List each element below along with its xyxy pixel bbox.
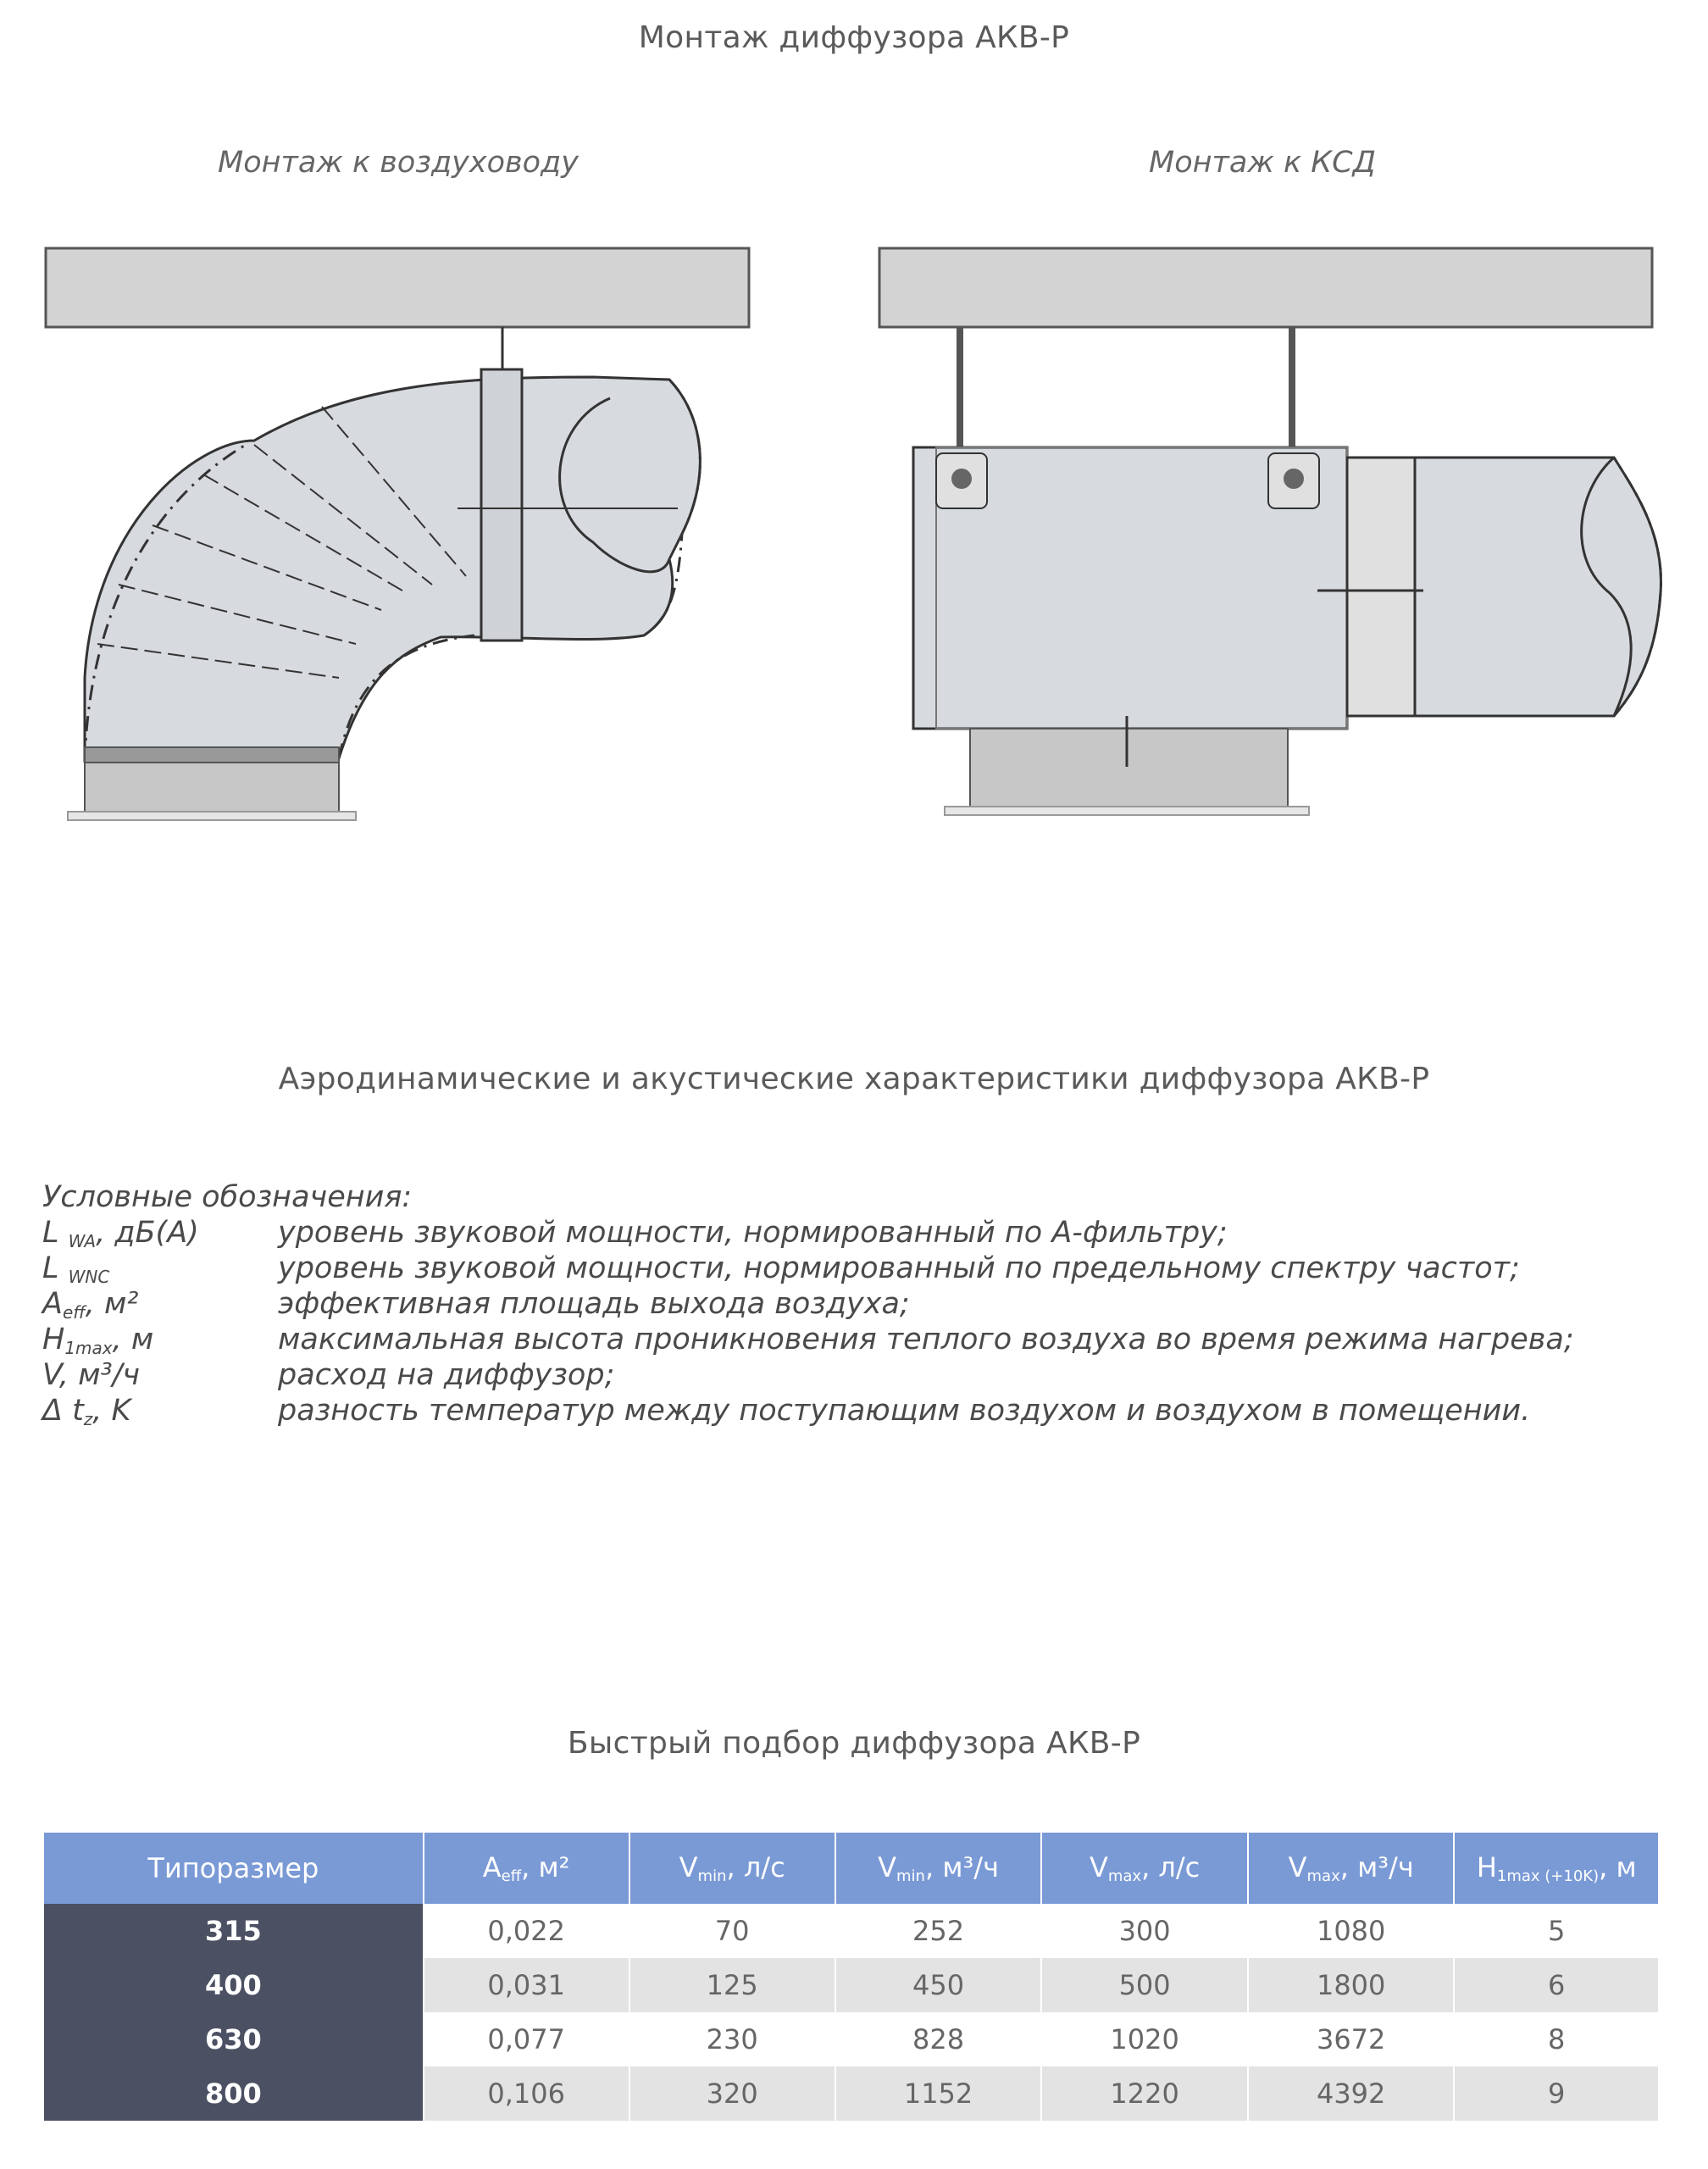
cell-vmax-m3h: 4392: [1248, 2066, 1455, 2121]
cell-size: 630: [44, 2012, 424, 2066]
cell-h1max: 8: [1454, 2012, 1658, 2066]
cell-vmax-m3h: 3672: [1248, 2012, 1455, 2066]
table-header-row: [44, 1833, 1658, 1904]
right-diagram-caption: Монтаж к КСД: [1149, 146, 1376, 180]
cell-vmax-ls: 1020: [1041, 2012, 1248, 2066]
cell-size: 800: [44, 2066, 424, 2121]
elbow-body: [85, 377, 700, 758]
ceiling-plate-left: [68, 812, 356, 820]
duct-mount-diagram: [46, 248, 749, 820]
cell-vmin-m3h: 828: [835, 2012, 1042, 2066]
table-row: [44, 2012, 1658, 2066]
duct-hanger-clamp: [481, 369, 522, 641]
cell-h1max: 9: [1454, 2066, 1658, 2121]
col-header-h1max: $H_{1max (+10K)}$, м: [1454, 1833, 1658, 1904]
ceiling-slab-right: [879, 248, 1652, 327]
aero-title: Аэродинамические и акустические характеристики диффузора АКВ-Р: [278, 1062, 1430, 1096]
legend-item-lwa: L $_{WA}$, дБ(A) уровень звуковой мощности, нормированный по А-фильтру;: [42, 1216, 1228, 1251]
mounting-title: Монтаж диффузора АКВ-Р: [638, 20, 1070, 55]
cell-aeff: 0,077: [424, 2012, 629, 2066]
table-row: [44, 1958, 1658, 2012]
cell-vmin-ls: 70: [629, 1904, 835, 1958]
col-header-vmax-ls: $V_{max}$, л/с: [1041, 1833, 1248, 1904]
quick-select-title: Быстрый подбор диффузора АКВ-Р: [567, 1726, 1141, 1761]
col-header-size: Типоразмер: [44, 1833, 424, 1904]
legend-item-lwnc: L $_{WNC}$ уровень звуковой мощности, нормированный по предельному спектру частот;: [42, 1251, 1520, 1287]
ksd-duct: [1415, 458, 1661, 716]
cell-h1max: 6: [1454, 1958, 1658, 2012]
col-header-vmin-m3h: $V_{min}$, м³/ч: [835, 1833, 1042, 1904]
cell-aeff: 0,022: [424, 1904, 629, 1958]
cell-vmin-m3h: 450: [835, 1958, 1042, 2012]
cell-size: 315: [44, 1904, 424, 1958]
diffuser-body-right: [970, 729, 1288, 807]
legend: [42, 1179, 1652, 1428]
cell-vmax-ls: 300: [1041, 1904, 1248, 1958]
cell-aeff: 0,031: [424, 1958, 629, 2012]
cell-vmax-ls: 500: [1041, 1958, 1248, 2012]
cell-vmin-m3h: 252: [835, 1904, 1042, 1958]
quick-select-table: [44, 1833, 1658, 2121]
mounting-diagrams: [0, 0, 1708, 847]
cell-aeff: 0,106: [424, 2066, 629, 2121]
ceiling-plate-right: [945, 807, 1309, 815]
diffuser-ring-left: [85, 747, 339, 763]
cell-vmin-ls: 230: [629, 2012, 835, 2066]
legend-item-h1max: $H_{1max}$, м максимальная высота проникновения теплого воздуха во время режима нагрева;: [42, 1323, 1574, 1358]
col-header-vmax-m3h: $V_{max}$, м³/ч: [1248, 1833, 1455, 1904]
ceiling-slab-left: [46, 248, 749, 327]
cell-vmin-ls: 320: [629, 2066, 835, 2121]
ksd-collar: [1347, 458, 1415, 716]
legend-item-dtz: Δ $t_z$, K разность температур между поступающим воздухом и воздухом в помещении.: [42, 1394, 1531, 1429]
cell-h1max: 5: [1454, 1904, 1658, 1958]
ksd-mount-diagram: [879, 248, 1661, 815]
left-diagram-caption: Монтаж к воздуховоду: [218, 146, 579, 180]
cell-vmin-ls: 125: [629, 1958, 835, 2012]
table-row: [44, 1904, 1658, 1958]
legend-heading: Условные обозначения:: [42, 1180, 413, 1214]
cell-vmax-ls: 1220: [1041, 2066, 1248, 2121]
cell-vmax-m3h: 1080: [1248, 1904, 1455, 1958]
col-header-vmin-ls: $V_{min}$, л/с: [629, 1833, 835, 1904]
col-header-aeff: $A_{eff}$, м²: [424, 1833, 629, 1904]
cell-vmin-m3h: 1152: [835, 2066, 1042, 2121]
table-row: [44, 2066, 1658, 2121]
legend-item-aeff: $A_{eff}$, м² эффективная площадь выхода воздуха;: [42, 1287, 910, 1323]
diffuser-body-left: [85, 763, 339, 812]
cell-vmax-m3h: 1800: [1248, 1958, 1455, 2012]
cell-size: 400: [44, 1958, 424, 2012]
legend-item-v: V, м³/ч расход на диффузор;: [42, 1358, 615, 1392]
